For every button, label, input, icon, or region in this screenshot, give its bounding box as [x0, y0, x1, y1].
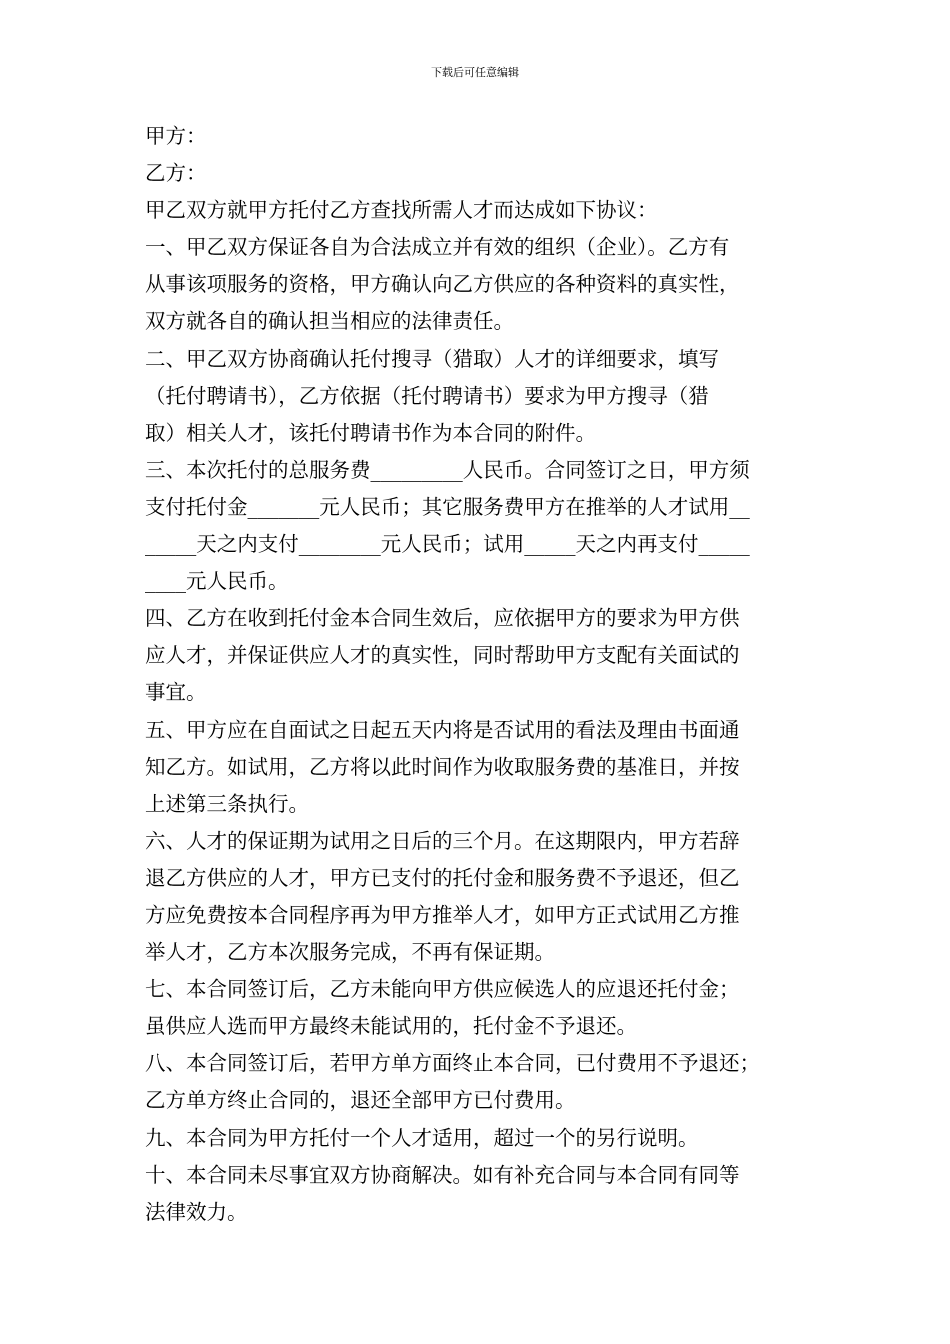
clause-7-line-1: 七、本合同签订后，乙方未能向甲方供应候选人的应退还托付金； — [145, 977, 740, 1002]
clause-1-line-2: 从事该项服务的资格，甲方确认向乙方供应的各种资料的真实性， — [145, 272, 740, 297]
clause-6-line-4: 举人才，乙方本次服务完成，不再有保证期。 — [145, 940, 555, 965]
clause-6-line-3: 方应免费按本合同程序再为甲方推举人才，如甲方正式试用乙方推 — [145, 902, 740, 927]
clause-2-line-2: （托付聘请书），乙方依据（托付聘请书）要求为甲方搜寻（猎 — [145, 383, 709, 408]
clause-10-line-1: 十、本合同未尽事宜双方协商解决。如有补充合同与本合同有同等 — [145, 1162, 740, 1187]
clause-6-line-2: 退乙方供应的人才，甲方已支付的托付金和服务费不予退还，但乙 — [145, 865, 740, 890]
clause-5-line-3: 上述第三条执行。 — [145, 791, 309, 816]
clause-6-line-1: 六、人才的保证期为试用之日后的三个月。在这期限内，甲方若辞 — [145, 828, 740, 853]
clause-1-line-3: 双方就各自的确认担当相应的法律责任。 — [145, 309, 514, 334]
party-a-line: 甲方： — [145, 124, 207, 148]
page-header-note: 下载后可任意编辑 — [431, 66, 519, 79]
clause-3-line-1: 三、本次托付的总服务费_________人民币。合同签订之日，甲方须 — [145, 457, 750, 482]
clause-8-line-2: 乙方单方终止合同的，退还全部甲方已付费用。 — [145, 1088, 576, 1113]
clause-7-line-2: 虽供应人选而甲方最终未能试用的，托付金不予退还。 — [145, 1014, 637, 1039]
clause-4-line-1: 四、乙方在收到托付金本合同生效后，应依据甲方的要求为甲方供 — [145, 606, 740, 631]
clause-3-line-4: ____元人民币。 — [145, 569, 289, 594]
clause-3-line-3: _____天之内支付________元人民币；试用_____天之内再支付_____ — [145, 532, 750, 557]
party-b-line: 乙方： — [145, 161, 207, 186]
clause-2-line-3: 取）相关人才，该托付聘请书作为本合同的附件。 — [145, 420, 596, 445]
clause-1-line-1: 一、甲乙双方保证各自为合法成立并有效的组织（企业）。乙方有 — [145, 235, 730, 260]
clause-4-line-3: 事宜。 — [145, 680, 207, 705]
clause-2-line-1: 二、甲乙双方协商确认托付搜寻（猎取）人才的详细要求，填写 — [145, 346, 719, 371]
clause-10-line-2: 法律效力。 — [145, 1199, 248, 1224]
clause-5-line-2: 知乙方。如试用，乙方将以此时间作为收取服务费的基准日，并按 — [145, 754, 740, 779]
clause-4-line-2: 应人才，并保证供应人才的真实性，同时帮助甲方支配有关面试的 — [145, 643, 740, 668]
clause-3-line-2: 支付托付金_______元人民币；其它服务费甲方在推举的人才试用__ — [145, 494, 750, 519]
clause-9-line-1: 九、本合同为甲方托付一个人才适用，超过一个的另行说明。 — [145, 1125, 699, 1150]
contract-body — [145, 118, 807, 1231]
agreement-intro: 甲乙双方就甲方托付乙方查找所需人才而达成如下协议： — [145, 198, 658, 223]
clause-5-line-1: 五、甲方应在自面试之日起五天内将是否试用的看法及理由书面通 — [145, 717, 740, 742]
clause-8-line-1: 八、本合同签订后，若甲方单方面终止本合同，已付费用不予退还； — [145, 1051, 760, 1076]
